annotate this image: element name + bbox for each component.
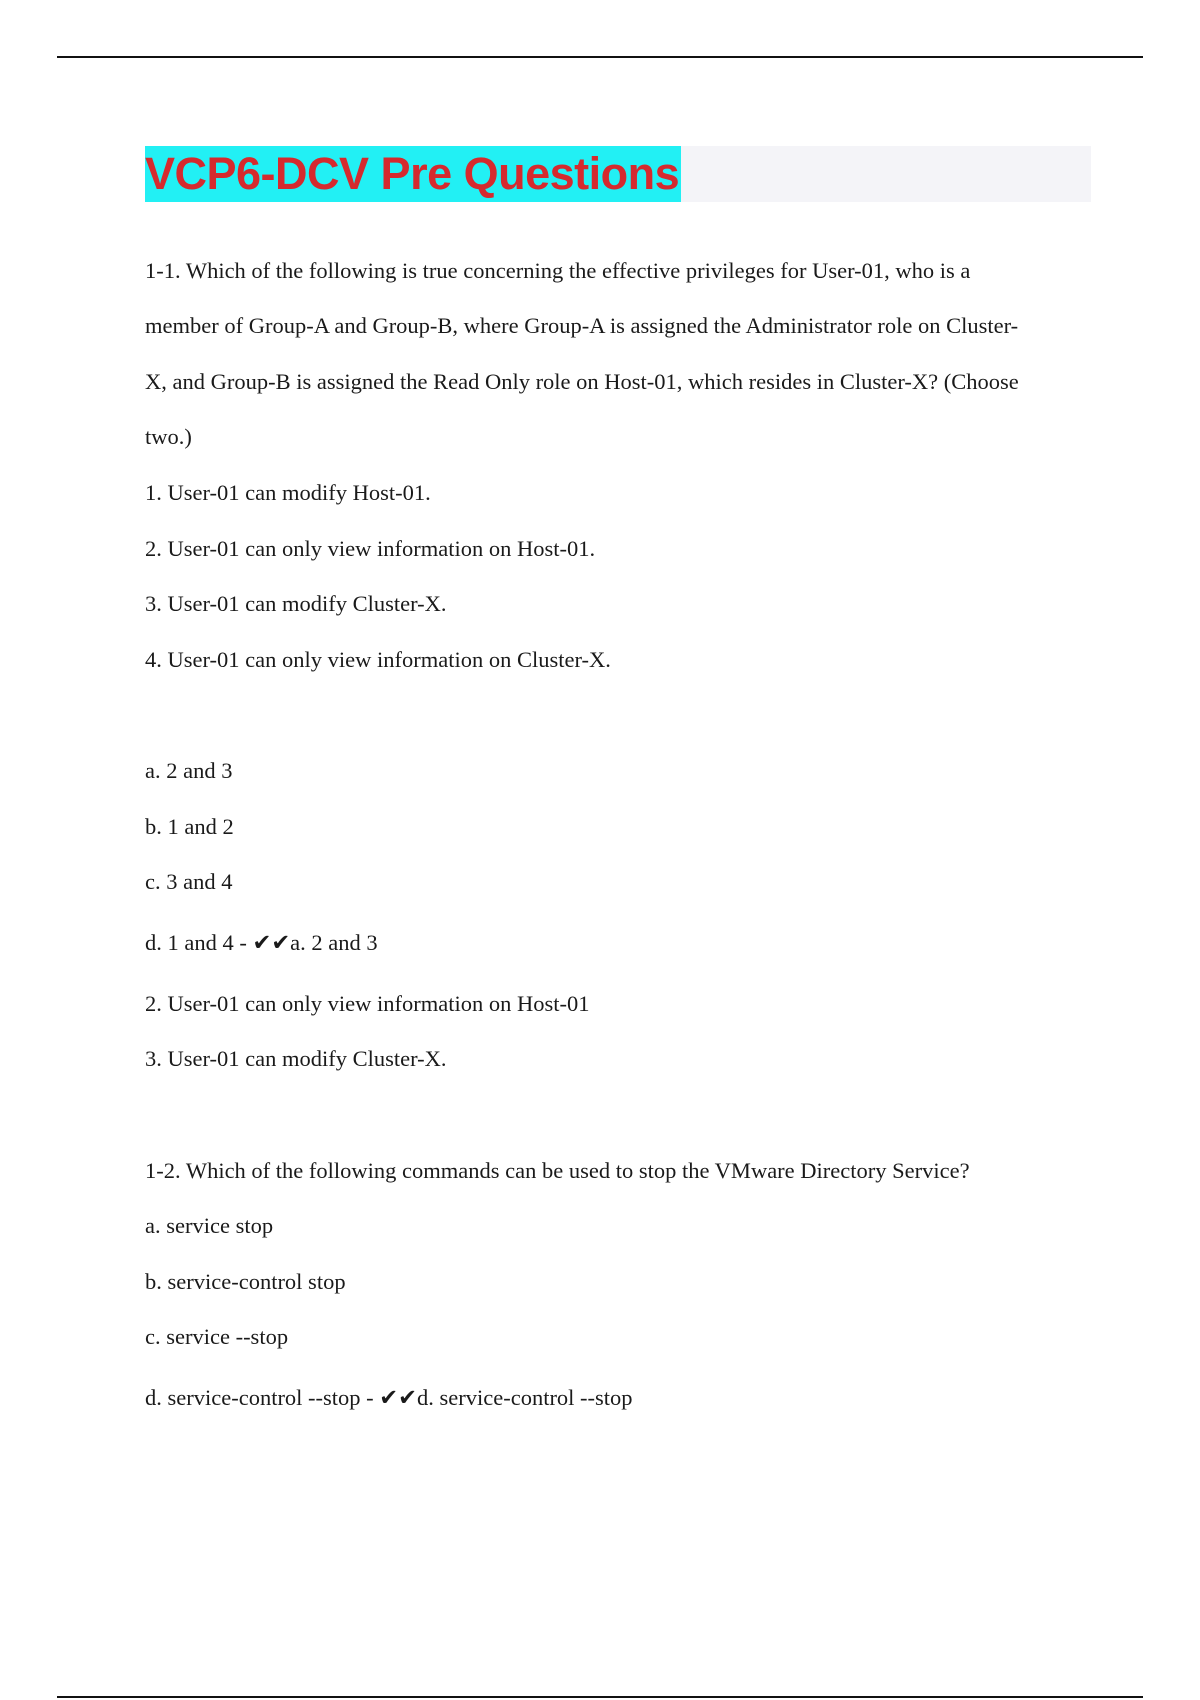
question-1-option-c: c. 3 and 4 — [145, 869, 233, 894]
question-1-option-d-with-answer: d. 1 and 4 - ✔✔a. 2 and 3 — [145, 930, 378, 955]
question-1-answer-line-2: 3. User-01 can modify Cluster-X. — [145, 1046, 447, 1071]
question-1-stem-line-3: X, and Group-B is assigned the Read Only role on Host-01, which resides in Cluster-X? (Choose — [145, 369, 1019, 394]
question-1-statement-3: 3. User-01 can modify Cluster-X. — [145, 591, 447, 616]
question-2-option-b: b. service-control stop — [145, 1269, 346, 1294]
question-1-statement-2: 2. User-01 can only view information on Host-01. — [145, 536, 596, 561]
question-1-option-a: a. 2 and 3 — [145, 758, 233, 783]
document-title: VCP6-DCV Pre Questions — [145, 146, 681, 202]
question-1-stem-line-1: 1-1. Which of the following is true concerning the effective privileges for User-01, who is a — [145, 258, 971, 283]
question-1-option-b: b. 1 and 2 — [145, 814, 234, 839]
question-2-option-d-with-answer: d. service-control --stop - ✔✔d. service-control --stop — [145, 1385, 633, 1410]
question-2-option-a: a. service stop — [145, 1213, 274, 1238]
question-1-answer-line-1: 2. User-01 can only view information on Host-01 — [145, 991, 590, 1016]
question-2-option-c: c. service --stop — [145, 1324, 289, 1349]
question-1-statement-1: 1. User-01 can modify Host-01. — [145, 480, 431, 505]
footer-rule — [57, 1696, 1143, 1698]
question-1-statement-4: 4. User-01 can only view information on Cluster-X. — [145, 647, 611, 672]
question-2-stem: 1-2. Which of the following commands can be used to stop the VMware Directory Service? — [145, 1158, 970, 1183]
question-1-stem-line-4: two.) — [145, 424, 192, 449]
header-rule — [57, 56, 1143, 58]
question-1-stem-line-2: member of Group-A and Group-B, where Group-A is assigned the Administrator role on Cluster- — [145, 313, 1019, 338]
